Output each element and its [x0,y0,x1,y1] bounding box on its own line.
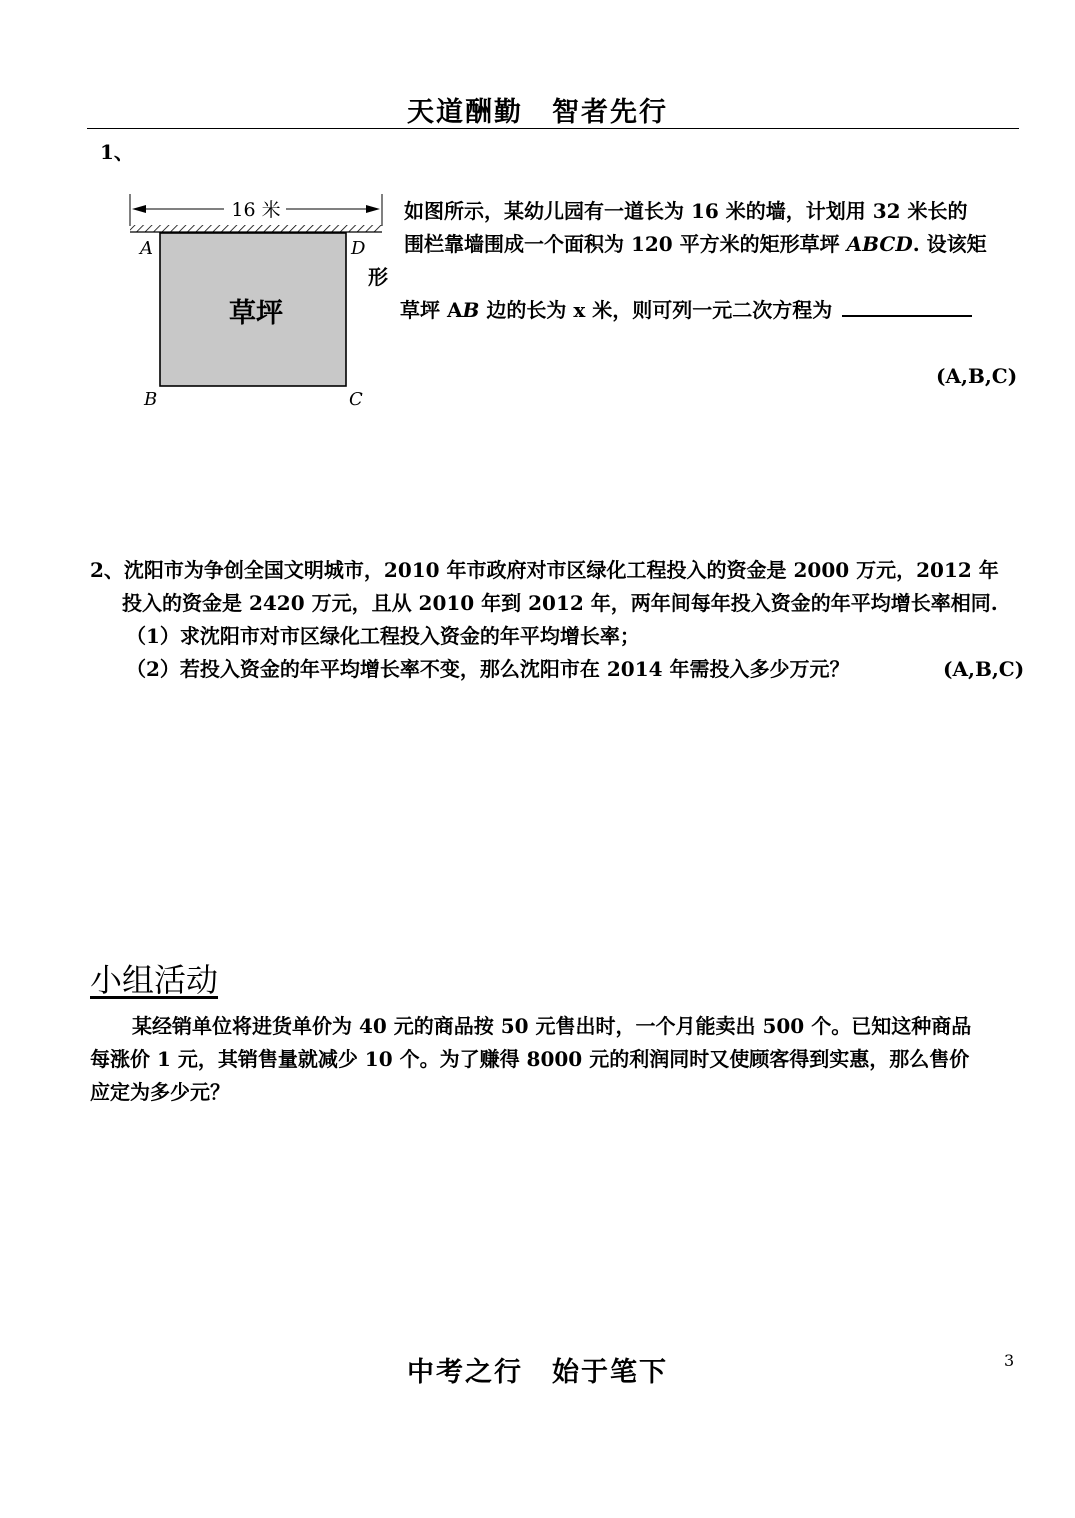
dimension-label: 16 米 [231,199,281,221]
vertex-a: A [140,238,153,259]
q1-text-line3: 形 [368,265,388,289]
rect-name: ABCD [846,232,913,256]
dim-right-arrow [366,205,380,213]
group-text-line1: 某经销单位将进货单价为 40 元的商品按 50 元售出时，一个月能卖出 500 个。已知这种商品 [132,1014,972,1038]
q1-text-line2: 围栏靠墙围成一个面积为 120 平方米的矩形草坪 ABCD. 设该矩 [404,232,987,256]
q2-level-tag: (A,B,C) [943,657,1025,681]
side-label: B [462,298,480,322]
page-number: 3 [1004,1351,1015,1370]
q2-subquestion-1: （1）求沈阳市对市区绿化工程投入资金的年平均增长率； [126,624,640,648]
dim-left-arrow [132,205,146,213]
wall-hatch [130,225,382,232]
q2-subquestion-2: （2）若投入资金的年平均增长率不变，那么沈阳市在 2014 年需投入多少万元？ [126,657,850,681]
q1-text-line4: 草坪 AB 边的长为 x 米，则可列一元二次方程为 [400,294,972,326]
vertex-c: C [349,389,363,410]
q1-figure [120,180,400,415]
q1-level-tag: (A,B,C) [936,364,1018,388]
q1-number: 1、 [100,140,134,164]
group-activity-title: 小组活动 [90,961,219,999]
vertex-b: B [144,389,158,410]
group-text-line2: 每涨价 1 元，其销售量就减少 10 个。为了赚得 8000 元的利润同时又使顾客得到实惠，那么售价 [90,1047,970,1071]
answer-blank [842,297,972,317]
q2-number: 2、 [90,558,124,582]
q2-text-line1: 2、沈阳市为争创全国文明城市，2010 年市政府对市区绿化工程投入的资金是 2000 万元，2012 年 [90,558,999,582]
page-footer: 中考之行 始于笔下 [407,1357,668,1388]
page-header: 天道酬勤 智者先行 [407,97,668,128]
vertex-d: D [351,238,366,259]
header-divider [87,128,1019,129]
q2-text-line2: 投入的资金是 2420 万元，且从 2010 年到 2012 年，两年间每年投入资金的年平均增长率相同. [122,591,998,615]
q1-text-line1: 如图所示，某幼儿园有一道长为 16 米的墙，计划用 32 米长的 [404,199,968,223]
lawn-label: 草坪 [229,298,283,329]
group-text-line3: 应定为多少元？ [90,1080,230,1104]
